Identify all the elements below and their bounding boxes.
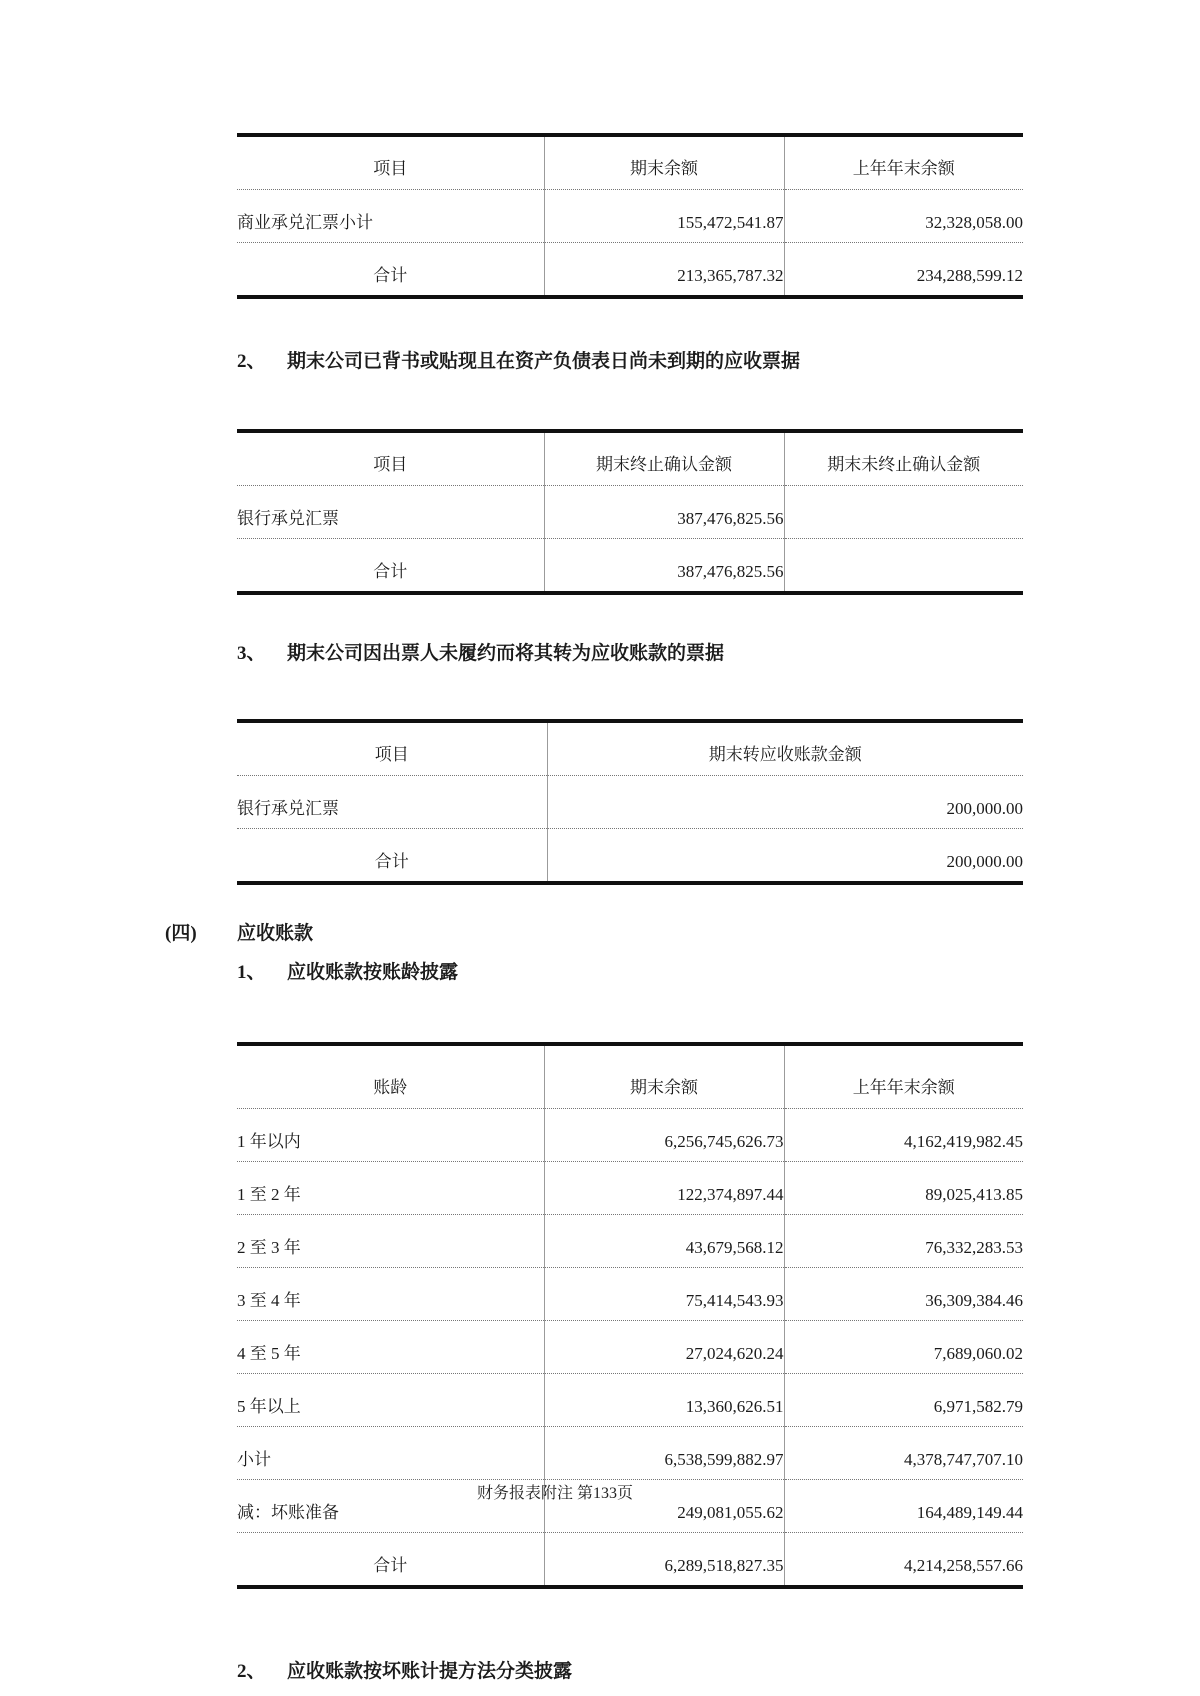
table-total-row xyxy=(237,829,1023,884)
amount-cell: 387,476,825.56 xyxy=(544,539,784,594)
row-label-cell: 5 年以上 xyxy=(237,1374,544,1427)
amount-cell: 155,472,541.87 xyxy=(544,190,784,243)
amount-cell: 4,214,258,557.66 xyxy=(784,1533,1023,1588)
row-label-cell: 合计 xyxy=(374,852,409,871)
row-label-cell: 合计 xyxy=(373,562,408,581)
aging-table xyxy=(237,1042,1023,1589)
defaulted-bills-table xyxy=(237,719,1023,885)
column-header: 期末转应收账款金额 xyxy=(547,721,1023,776)
row-label-cell: 银行承兑汇票 xyxy=(237,776,547,829)
row-label-cell: 1 至 2 年 xyxy=(237,1162,544,1215)
table-row xyxy=(237,1215,1023,1268)
row-label-cell: 1 年以内 xyxy=(237,1109,544,1162)
column-header: 上年年末余额 xyxy=(784,135,1023,190)
amount-cell: 13,360,626.51 xyxy=(544,1374,784,1427)
amount-cell: 213,365,787.32 xyxy=(544,243,784,298)
section-title: 应收账款按账龄披露 xyxy=(287,962,459,983)
row-label-cell: 2 至 3 年 xyxy=(237,1215,544,1268)
column-header: 期末余额 xyxy=(544,135,784,190)
row-label-cell: 4 至 5 年 xyxy=(237,1321,544,1374)
section-number: (四) xyxy=(165,923,197,944)
section-number: 3、 xyxy=(237,643,266,664)
row-label-cell: 3 至 4 年 xyxy=(237,1268,544,1321)
section-number: 1、 xyxy=(237,962,266,983)
amount-cell: 164,489,149.44 xyxy=(784,1480,1023,1533)
table-row xyxy=(237,1109,1023,1162)
section-number: 2、 xyxy=(237,351,266,372)
column-header: 期末余额 xyxy=(544,1044,784,1109)
amount-cell: 76,332,283.53 xyxy=(784,1215,1023,1268)
table-row xyxy=(237,776,1023,829)
table-subtotal-row xyxy=(237,1427,1023,1480)
amount-cell: 200,000.00 xyxy=(547,776,1023,829)
table-row xyxy=(237,1374,1023,1427)
section-title: 期末公司因出票人未履约而将其转为应收账款的票据 xyxy=(287,643,725,664)
section-4-heading xyxy=(165,921,1200,947)
table-row xyxy=(237,1321,1023,1374)
column-header: 项目 xyxy=(237,431,544,486)
amount-cell: 6,538,599,882.97 xyxy=(544,1427,784,1480)
section-3-heading xyxy=(237,641,1200,667)
row-label-cell: 合计 xyxy=(373,266,408,285)
amount-cell: 7,689,060.02 xyxy=(784,1321,1023,1374)
column-header: 项目 xyxy=(237,721,547,776)
row-label-cell: 减：坏账准备 xyxy=(237,1480,544,1533)
amount-cell: 75,414,543.93 xyxy=(544,1268,784,1321)
column-header: 期末未终止确认金额 xyxy=(784,431,1023,486)
amount-cell: 43,679,568.12 xyxy=(544,1215,784,1268)
section-4-1-heading xyxy=(237,960,1200,986)
amount-cell: 387,476,825.56 xyxy=(544,486,784,539)
table-header-row xyxy=(237,431,1023,486)
table-row xyxy=(237,486,1023,539)
section-title: 应收账款按坏账计提方法分类披露 xyxy=(287,1661,573,1682)
table-total-row xyxy=(237,243,1023,298)
column-header: 账龄 xyxy=(237,1044,544,1109)
amount-cell: 89,025,413.85 xyxy=(784,1162,1023,1215)
page-footer: 财务报表附注 第133页 xyxy=(476,1485,633,1502)
amount-cell: 4,378,747,707.10 xyxy=(784,1427,1023,1480)
table-total-row xyxy=(237,1533,1023,1588)
section-title: 期末公司已背书或贴现且在资产负债表日尚未到期的应收票据 xyxy=(287,351,801,372)
section-2-heading xyxy=(237,349,1200,375)
amount-cell: 200,000.00 xyxy=(547,829,1023,884)
row-label-cell: 小计 xyxy=(237,1427,544,1480)
commercial-bills-table xyxy=(237,133,1023,299)
amount-cell: 36,309,384.46 xyxy=(784,1268,1023,1321)
table-header-row xyxy=(237,1044,1023,1109)
table-row xyxy=(237,1162,1023,1215)
table-row xyxy=(237,190,1023,243)
table-header-row xyxy=(237,135,1023,190)
amount-cell: 27,024,620.24 xyxy=(544,1321,784,1374)
amount-cell: 122,374,897.44 xyxy=(544,1162,784,1215)
row-label-cell: 商业承兑汇票小计 xyxy=(237,190,544,243)
table-row xyxy=(237,1268,1023,1321)
amount-cell: 32,328,058.00 xyxy=(784,190,1023,243)
amount-cell xyxy=(784,539,1023,594)
amount-cell xyxy=(784,486,1023,539)
amount-cell: 6,256,745,626.73 xyxy=(544,1109,784,1162)
row-label-cell: 银行承兑汇票 xyxy=(237,486,544,539)
endorsed-bills-table xyxy=(237,429,1023,595)
section-4-2-heading xyxy=(237,1659,1200,1685)
amount-cell: 234,288,599.12 xyxy=(784,243,1023,298)
column-header: 上年年末余额 xyxy=(784,1044,1023,1109)
section-title: 应收账款 xyxy=(237,923,314,944)
table-header-row xyxy=(237,721,1023,776)
row-label-cell: 合计 xyxy=(373,1556,408,1575)
column-header: 期末终止确认金额 xyxy=(544,431,784,486)
table-total-row xyxy=(237,539,1023,594)
section-number: 2、 xyxy=(237,1661,266,1682)
amount-cell: 4,162,419,982.45 xyxy=(784,1109,1023,1162)
amount-cell: 249,081,055.62 xyxy=(544,1480,784,1533)
amount-cell: 6,971,582.79 xyxy=(784,1374,1023,1427)
amount-cell: 6,289,518,827.35 xyxy=(544,1533,784,1588)
column-header: 项目 xyxy=(237,135,544,190)
